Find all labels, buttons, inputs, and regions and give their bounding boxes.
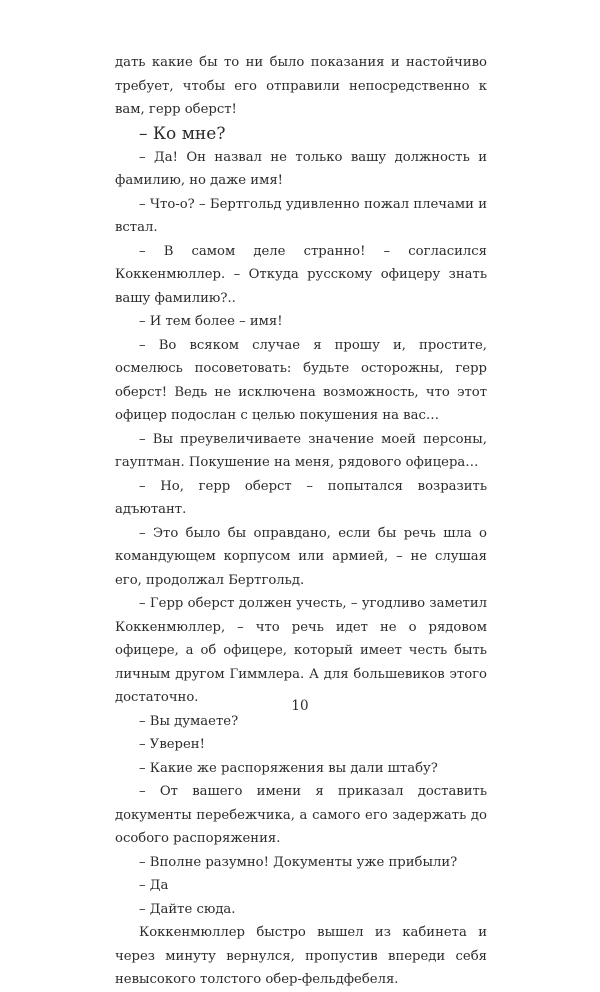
paragraph: – Вы думаете? <box>139 713 239 729</box>
paragraph: – Это было бы оправдано, если бы речь шла о командующем корпусом или армией, – не слушая его, продолжал Бертгольд. <box>115 525 487 588</box>
paragraph: дать какие бы то ни было показания и настойчиво требует, чтобы его отправили непосредственно к вам, герр оберст! <box>115 55 487 117</box>
paragraph: – Да! Он назвал не только вашу должность и фамилию, но даже имя! <box>115 149 487 188</box>
paragraph: – Какие же распоряжения вы дали штабу? <box>139 760 438 776</box>
paragraph: – Что-о? – Бертгольд удивленно пожал плечами и встал. <box>115 196 487 235</box>
paragraph: – Вы преувеличиваете значение моей персоны, гауптман. Покушение на меня, рядового офицера… <box>115 431 487 470</box>
paragraph: – Ко мне? <box>139 123 226 144</box>
paragraph: – В самом деле странно! – согласился Коккенмюллер. – Откуда русскому офицеру знать вашу фамилию?.. <box>115 243 487 306</box>
paragraph: – Но, герр оберст – попытался возразить адъютант. <box>115 478 487 517</box>
page-number: 10 <box>291 698 309 714</box>
paragraph: – Герр оберст должен учесть, – угодливо заметил Коккенмюллер, – что речь идет не о рядовом офицере, а об офицере, который имеет честь быть личным другом Гиммлера. А для большевиков этого достаточно. <box>115 596 487 705</box>
paragraph: – Во всяком случае я прошу и, простите, осмелюсь посоветовать: будьте осторожны, герр оберст! Ведь не исключена возможность, что этот офицер подослан с целью покушения на вас… <box>115 337 487 423</box>
paragraph: – Вполне разумно! Документы уже прибыли? <box>139 854 458 870</box>
paragraph: – Уверен! <box>139 737 205 752</box>
paragraph: – И тем более – имя! <box>139 314 283 329</box>
paragraph: – Да <box>139 878 169 893</box>
paragraph: – От вашего имени я приказал доставить документы перебежчика, а самого его задержать до особого распоряжения. <box>115 784 487 846</box>
body-text <box>115 51 487 992</box>
paragraph: – Дайте сюда. <box>139 901 236 917</box>
paragraph: Коккенмюллер быстро вышел из кабинета и через минуту вернулся, пропустив впереди себя невысокого толстого обер-фельдфебеля. <box>115 925 487 987</box>
